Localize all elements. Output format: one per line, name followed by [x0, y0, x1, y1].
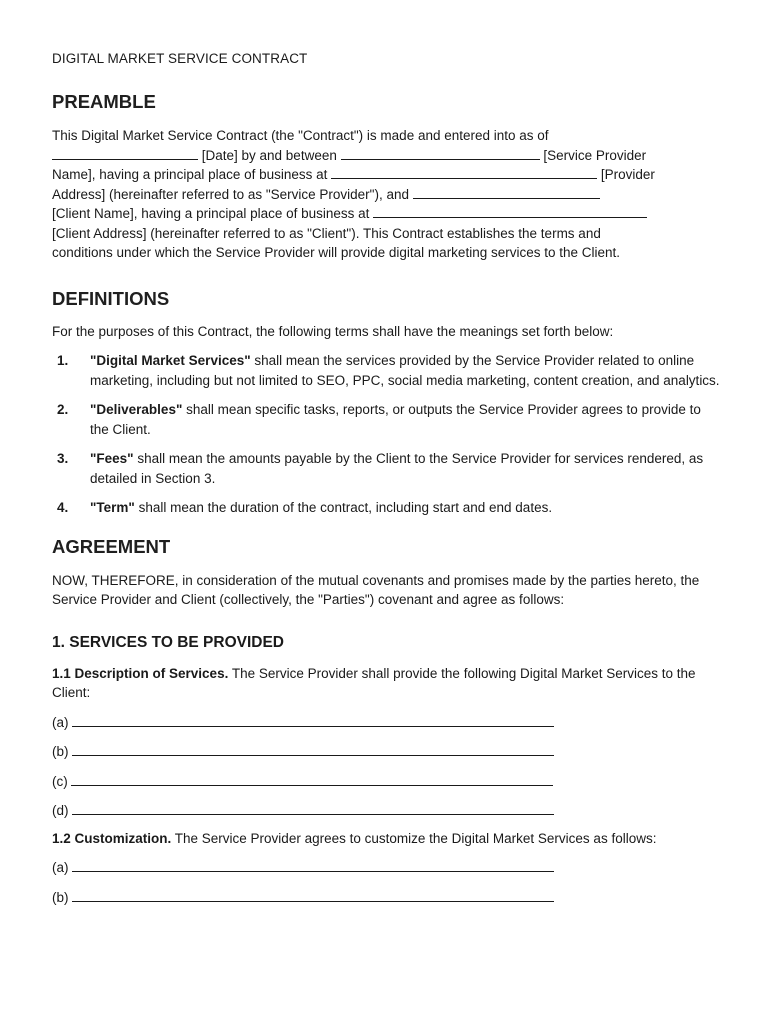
preamble-line-5 — [52, 204, 720, 224]
definition-text: shall mean the services provided by the Service Provider related to online marketing, including but not limited to SEO, PPC, social media marketing, content creation, and analytics. — [90, 353, 720, 388]
definitions-intro: For the purposes of this Contract, the following terms shall have the meanings set forth below: — [52, 323, 614, 339]
date-label: [Date] by and between — [198, 147, 341, 163]
description-text: The Service Provider shall provide the following Digital Market Services to the Client: — [52, 665, 696, 700]
definition-term: "Deliverables" — [90, 402, 183, 417]
description-label: 1.1 Description of Services. — [52, 665, 229, 681]
definition-text: shall mean the amounts payable by the Client to the Service Provider for services rendered, as detailed in Section 3. — [90, 451, 704, 486]
item-marker: (a) — [52, 714, 69, 730]
item-marker: (b) — [52, 889, 69, 905]
customization-blank[interactable] — [72, 859, 554, 872]
definition-item — [52, 400, 720, 439]
document-title: DIGITAL MARKET SERVICE CONTRACT — [52, 51, 308, 66]
preamble-line-2 — [52, 146, 720, 166]
description-blank[interactable] — [71, 773, 553, 786]
definitions-heading: DEFINITIONS — [52, 287, 170, 309]
item-marker: (b) — [52, 744, 69, 759]
agreement-text: NOW, THEREFORE, in consideration of the mutual covenants and promises made by the parties hereto, the Service Provider and Client (collectively, the "Parties") covenant and agree as follows: — [52, 572, 700, 607]
date-blank[interactable] — [52, 147, 198, 160]
client-address-blank[interactable] — [373, 205, 647, 218]
contract-page — [52, 50, 720, 907]
preamble-line-7: conditions under which the Service Provider will provide digital marketing services to the Client. — [52, 245, 621, 260]
preamble-line-5-text: [Client Name], having a principal place of business at — [52, 206, 374, 221]
provider-name-label: [Service Provider — [539, 147, 647, 163]
definition-term: "Fees" — [90, 451, 134, 466]
provider-address-blank[interactable] — [331, 166, 597, 179]
description-blank[interactable] — [72, 714, 554, 727]
description-blank[interactable] — [72, 802, 554, 815]
preamble-line-4 — [52, 185, 720, 205]
agreement-heading: AGREEMENT — [52, 535, 171, 557]
description-item — [52, 742, 720, 762]
provider-name-blank[interactable] — [341, 147, 540, 160]
item-marker: (d) — [52, 803, 69, 818]
definition-number: 4. — [57, 500, 69, 515]
definition-number: 3. — [57, 451, 69, 466]
definition-item — [52, 351, 720, 390]
definitions-list — [52, 351, 720, 518]
item-marker: (c) — [52, 773, 68, 789]
customization-label: 1.2 Customization. — [52, 830, 172, 846]
customization-items — [52, 858, 720, 907]
customization-item — [52, 858, 720, 878]
provider-address-label: [Provider — [597, 167, 655, 182]
definition-item — [52, 449, 720, 488]
definition-text: shall mean the duration of the contract, including start and end dates. — [134, 500, 553, 515]
preamble-line-6: [Client Address] (hereinafter referred to as "Client"). This Contract establishes the terms and — [52, 225, 601, 241]
services-description — [52, 664, 720, 703]
description-items — [52, 713, 720, 821]
definition-number: 1. — [57, 353, 69, 368]
definition-text: shall mean specific tasks, reports, or outputs the Service Provider agrees to provide to the Client. — [90, 402, 701, 437]
services-heading: 1. SERVICES TO BE PROVIDED — [52, 633, 284, 651]
description-blank[interactable] — [72, 743, 554, 756]
definition-term: "Term" — [90, 500, 135, 515]
definition-number: 2. — [57, 402, 69, 417]
description-item — [52, 801, 720, 821]
description-item — [52, 713, 720, 733]
definition-item — [52, 498, 720, 518]
customization-item — [52, 888, 720, 908]
preamble-line-3-text: Name], having a principal place of business at — [52, 167, 332, 182]
customization-text: The Service Provider agrees to customize the Digital Market Services as follows: — [171, 830, 657, 846]
preamble-line-1: This Digital Market Service Contract (the "Contract") is made and entered into as of — [52, 128, 549, 143]
preamble-heading: PREAMBLE — [52, 91, 156, 112]
preamble-line-4-text: Address] (hereinafter referred to as "Service Provider"), and — [52, 186, 413, 202]
customization-blank[interactable] — [72, 889, 554, 902]
preamble-text — [52, 126, 720, 263]
services-customization — [52, 829, 720, 849]
client-name-blank[interactable] — [413, 186, 600, 199]
preamble-line-3 — [52, 165, 720, 185]
definition-term: "Digital Market Services" — [90, 353, 251, 368]
item-marker: (a) — [52, 860, 69, 875]
description-item — [52, 772, 720, 792]
